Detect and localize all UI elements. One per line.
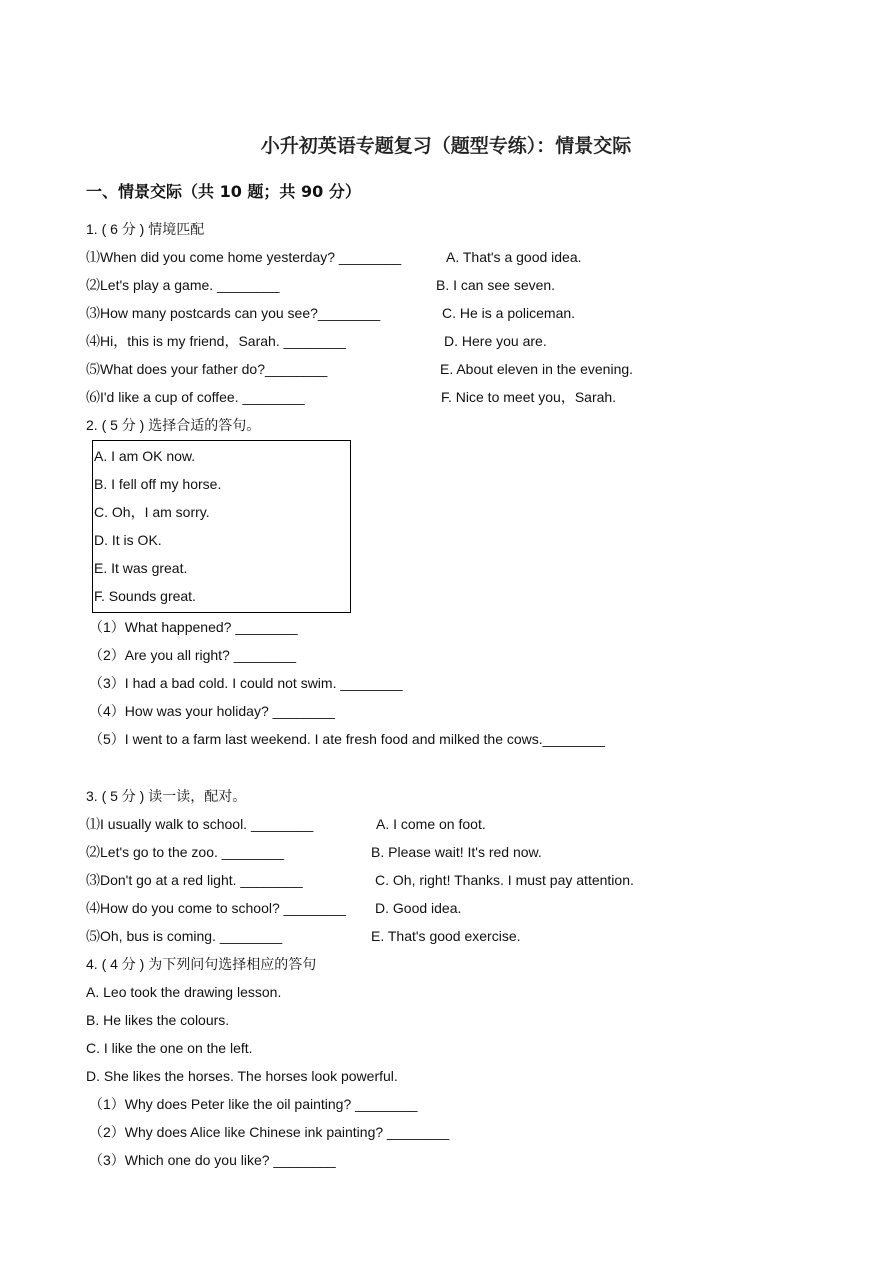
q4-option-a: A. Leo took the drawing lesson. <box>86 984 282 1000</box>
q1-question-3: ⑶How many postcards can you see?________ <box>86 305 381 321</box>
q1-question-6: ⑹I'd like a cup of coffee. ________ <box>86 389 305 405</box>
document-title: 小升初英语专题复习（题型专练）：情景交际 <box>260 135 632 157</box>
q3-question-5: ⑸Oh, bus is coming. ________ <box>86 928 283 944</box>
q4-question-1: （1）Why does Peter like the oil painting? ________ <box>89 1096 418 1112</box>
q2-option-e: E. It was great. <box>94 560 188 576</box>
q4-option-b: B. He likes the colours. <box>86 1012 230 1028</box>
question-1-header: 1. ( 6 分 ) 情境匹配 <box>86 221 205 237</box>
q1-answer-c: C. He is a policeman. <box>442 305 576 321</box>
q3-question-1: ⑴I usually walk to school. ________ <box>86 816 314 832</box>
q2-option-d: D. It is OK. <box>94 532 162 548</box>
q3-question-4: ⑷How do you come to school? ________ <box>86 900 346 916</box>
q1-answer-e: E. About eleven in the evening. <box>440 361 634 377</box>
q2-option-a: A. I am OK now. <box>94 448 196 464</box>
q4-option-c: C. I like the one on the left. <box>86 1040 253 1056</box>
q3-question-2: ⑵Let's go to the zoo. ________ <box>86 844 285 860</box>
q4-question-2: （2）Why does Alice like Chinese ink painting? ________ <box>89 1124 450 1140</box>
q2-question-2: （2）Are you all right? ________ <box>89 647 297 663</box>
q1-question-5: ⑸What does your father do?________ <box>86 361 328 377</box>
q3-answer-b: B. Please wait! It's red now. <box>371 844 542 860</box>
section-heading: 一、情景交际（共 10 题；共 90 分） <box>86 182 361 201</box>
q1-answer-d: D. Here you are. <box>444 333 547 349</box>
q3-answer-e: E. That's good exercise. <box>371 928 521 944</box>
q2-option-b: B. I fell off my horse. <box>94 476 222 492</box>
q1-answer-f: F. Nice to meet you，Sarah. <box>441 389 617 405</box>
q1-question-1: ⑴When did you come home yesterday? ________ <box>86 249 402 265</box>
q4-option-d: D. She likes the horses. The horses look powerful. <box>86 1068 398 1084</box>
q3-answer-a: A. I come on foot. <box>376 816 486 832</box>
q2-question-4: （4）How was your holiday? ________ <box>89 703 335 719</box>
q2-question-1: （1）What happened? ________ <box>89 619 298 635</box>
q1-answer-a: A. That's a good idea. <box>446 249 582 265</box>
q2-question-3: （3）I had a bad cold. I could not swim. ________ <box>89 675 403 691</box>
question-4-header: 4. ( 4 分 ) 为下列问句选择相应的答句 <box>86 956 317 972</box>
q2-question-5: （5）I went to a farm last weekend. I ate fresh food and milked the cows.________ <box>89 731 605 747</box>
q2-option-f: F. Sounds great. <box>94 588 196 604</box>
q2-option-c: C. Oh，I am sorry. <box>94 504 210 520</box>
q1-answer-b: B. I can see seven. <box>436 277 556 293</box>
q4-question-3: （3）Which one do you like? ________ <box>89 1152 336 1168</box>
question-3-header: 3. ( 5 分 ) 读一读，配对。 <box>86 788 247 804</box>
q1-question-2: ⑵Let's play a game. ________ <box>86 277 280 293</box>
q3-question-3: ⑶Don't go at a red light. ________ <box>86 872 303 888</box>
q1-question-4: ⑷Hi，this is my friend，Sarah. ________ <box>86 333 346 349</box>
q3-answer-c: C. Oh, right! Thanks. I must pay attention. <box>375 872 634 888</box>
question-2-header: 2. ( 5 分 ) 选择合适的答句。 <box>86 417 261 433</box>
q3-answer-d: D. Good idea. <box>375 900 462 916</box>
